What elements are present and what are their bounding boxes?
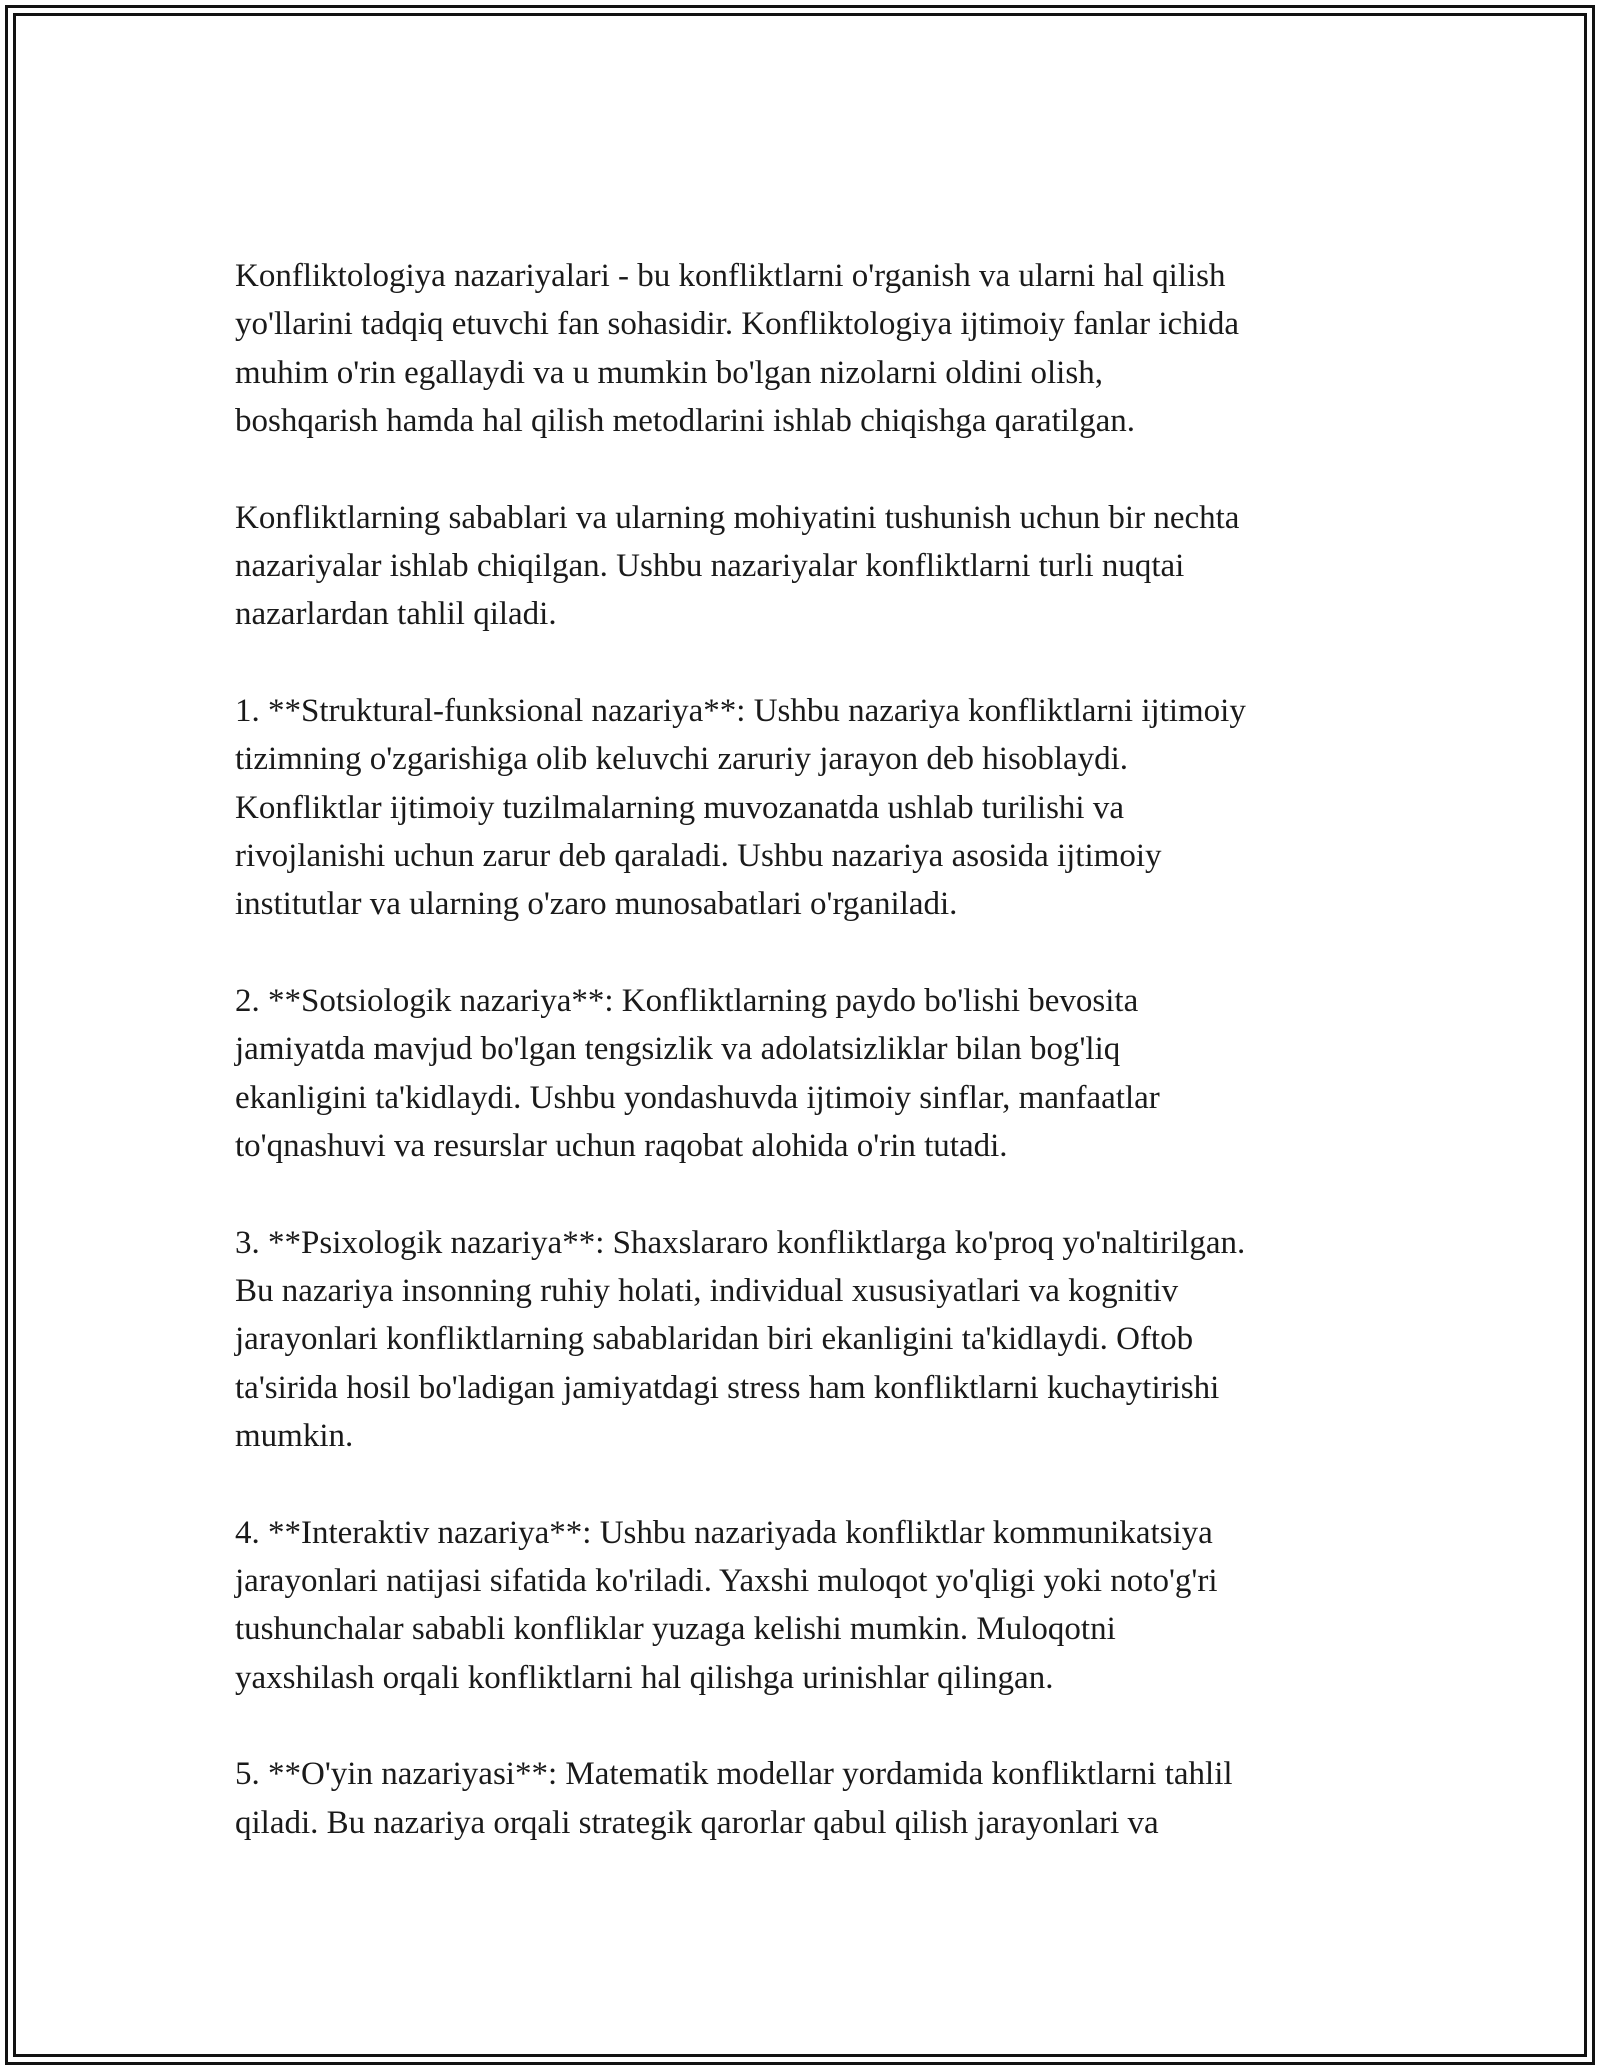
list-item-structural-functional: 1. **Struktural-funksional nazariya**: Ushbu nazariya konfliktlarni ijtimoiy tizimning o'zgarishiga olib keluvchi zaruriy jarayon deb hisoblaydi. Konfliktlar ijtimoiy tuzilmalarning muvozanatda ushlab turilishi va rivojlanishi uchun zarur deb qaraladi. Ushbu nazariya asosida ijtimoiy institutlar va ularning o'zaro munosabatlari o'rganiladi. — [235, 692, 1246, 923]
paragraph-causes: Konfliktlarning sabablari va ularning mohiyatini tushunish uchun bir nechta nazariyalar ishlab chiqilgan. Ushbu nazariyalar konfliktlarni turli nuqtai nazarlardan tahlil qiladi. — [235, 499, 1240, 633]
list-item-game-theory: 5. **O'yin nazariyasi**: Matematik modellar yordamida konfliktlarni tahlil qiladi. Bu nazariya orqali strategik qarorlar qabul qilish jarayonlari va — [235, 1756, 1233, 1841]
list-item-psychological: 3. **Psixologik nazariya**: Shaxslararo konfliktlarga ko'proq yo'naltirilgan. Bu nazariya insonning ruhiy holati, individual xususiyatlari va kognitiv jarayonlari konfliktlarning sabablaridan biri ekanligini ta'kidlaydi. Oftob ta'sirida hosil bo'ladigan jamiyatdagi stress ham konfliktlarni kuchaytirishi mumkin. — [235, 1224, 1246, 1455]
list-item-interactive: 4. **Interaktiv nazariya**: Ushbu nazariyada konfliktlar kommunikatsiya jarayonlari natijasi sifatida ko'riladi. Yaxshi muloqot yo'qligi yoki noto'g'ri tushunchalar sababli konfliklar yuzaga kelishi mumkin. Muloqotni yaxshilash orqali konfliktlarni hal qilishga urinishlar qilingan. — [235, 1514, 1218, 1696]
list-item-sociological: 2. **Sotsiologik nazariya**: Konfliktlarning paydo bo'lishi bevosita jamiyatda mavjud bo'lgan tengsizlik va adolatsizliklar bilan bog'liq ekanligini ta'kidlaydi. Ushbu yondashuvda ijtimoiy sinflar, manfaatlar to'qnashuvi va resurslar uchun raqobat alohida o'rin tutadi. — [235, 982, 1160, 1165]
paragraph-intro: Konfliktologiya nazariyalari - bu konfliktlarni o'rganish va ularni hal qilish yo'llarini tadqiq etuvchi fan sohasidir. Konfliktologiya ijtimoiy fanlar ichida muhim o'rin egallaydi va u mumkin bo'lgan nizolarni oldini olish, boshqarish hamda hal qilish metodlarini ishlab chiqishga qaratilgan. — [235, 258, 1239, 440]
document-body — [235, 252, 1375, 1895]
